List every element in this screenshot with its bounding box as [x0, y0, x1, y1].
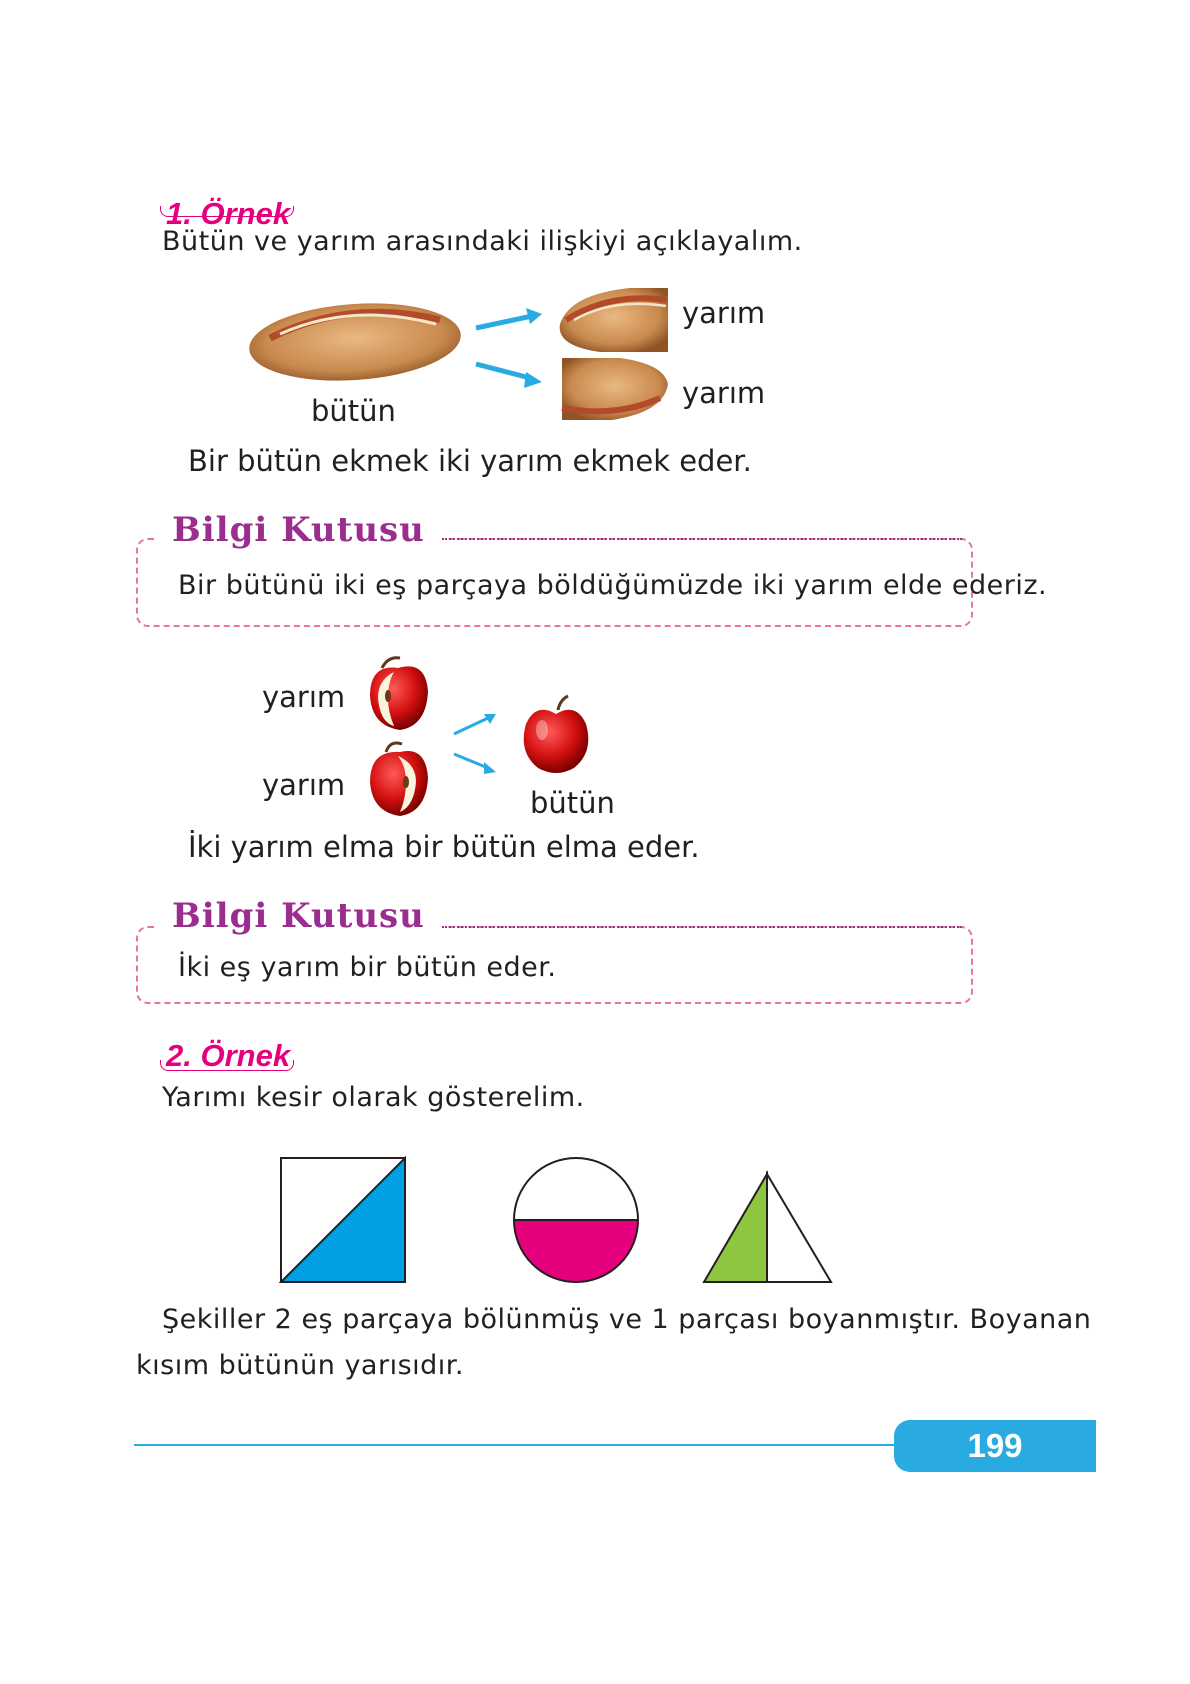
example2-conclusion-line2: kısım bütünün yarısıdır. — [136, 1350, 464, 1381]
info-box-2-text: İki eş yarım bir bütün eder. — [178, 952, 557, 983]
fraction-shapes — [270, 1150, 850, 1295]
example1-title-underline — [160, 206, 294, 217]
example2-prompt: Yarımı kesir olarak gösterelim. — [162, 1082, 585, 1113]
whole-label: bütün — [311, 394, 396, 428]
apple-half-label-bottom: yarım — [262, 768, 346, 802]
footer-rule — [134, 1444, 904, 1446]
info-box-1-text: Bir bütünü iki eş parçaya böldüğümüzde iki yarım elde ederiz. — [178, 570, 1048, 601]
half-circle-icon — [510, 1158, 642, 1290]
info-box-1-title: Bilgi Kutusu — [172, 510, 425, 550]
info-box-2-title: Bilgi Kutusu — [172, 896, 425, 936]
half-triangle-icon — [704, 1174, 831, 1282]
example2-title-underline — [160, 1060, 294, 1071]
example2-conclusion-line1: Şekiller 2 eş parçaya bölünmüş ve 1 parçası boyanmıştır. Boyanan — [162, 1304, 1092, 1335]
example1-title: 1. Örnek — [166, 196, 291, 231]
half-bread-bottom-icon — [562, 358, 668, 420]
half-apple-top-icon — [370, 658, 428, 730]
arrow-icon — [476, 308, 542, 388]
whole-bread-icon — [247, 297, 464, 388]
example1-prompt: Bütün ve yarım arasındaki ilişkiyi açıklayalım. — [162, 226, 803, 257]
apple-whole-label: bütün — [530, 786, 615, 820]
page-number: 199 — [894, 1420, 1096, 1472]
half-label-top: yarım — [682, 296, 766, 330]
half-bread-top-icon — [560, 288, 668, 352]
example2-title: 2. Örnek — [166, 1038, 291, 1073]
apple-conclusion: İki yarım elma bir bütün elma eder. — [188, 830, 700, 864]
half-label-bottom: yarım — [682, 376, 766, 410]
arrow-icon — [454, 714, 496, 774]
example1-conclusion: Bir bütün ekmek iki yarım ekmek eder. — [188, 444, 752, 478]
apple-half-label-top: yarım — [262, 680, 346, 714]
half-apple-bottom-icon — [370, 743, 428, 816]
whole-apple-icon — [524, 696, 589, 773]
half-square-icon — [281, 1158, 405, 1282]
